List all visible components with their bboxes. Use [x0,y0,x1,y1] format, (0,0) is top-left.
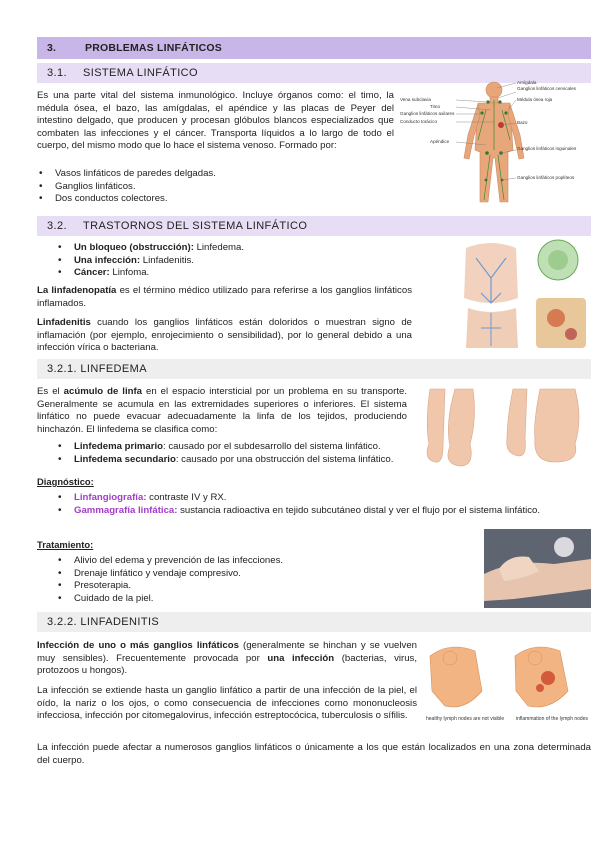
figure-label: Conducto torácico [400,119,438,124]
list-item: • Una infección: Linfadenitis. [56,255,376,268]
lymph-disorders-figure [446,238,591,356]
lymphedema-types-list [56,441,446,466]
list-item: • Linfedema secundario: causado por una obstrucción del sistema linfático. [56,454,446,467]
lymphatic-drainage-photo [484,529,591,608]
figure-caption: healthy lymph nodes are not visible [426,716,505,722]
list-item: • Ganglios linfáticos. [37,181,377,194]
section-number: 3.1. [47,67,67,79]
treatment-list [56,555,436,605]
lymphadenitis-scope: La infección puede afectar a numerosos ganglios linfáticos o únicamente a los que están localizados en una zona determinada del cuerpo. [37,742,591,766]
section-header-3 [37,37,591,59]
list-item: • Linfedema primario: causado por el subdesarrollo del sistema linfático. [56,441,446,454]
lymph-system-paragraph: Es una parte vital del sistema inmunológico. Incluye órganos como: el timo, la médula ósea, el bazo, las amígdalas, el apéndice y las placas de Peyer del intestino delgado, que producen y procesan glóbulos blancos especializados que combaten las infecciones y el cáncer. Transporta líquidos a lo largo de todo el cuerpo, del mismo modo que lo hace el sistema venoso. Formado por: [37,90,394,151]
lymph-system-list [37,168,377,206]
section-title: 3.2.2. LINFADENITIS [47,616,160,628]
list-item: • Linfangiografía: contraste IV y RX. [56,492,592,505]
lymphedema-paragraph: Es el acúmulo de linfa en el espacio intersticial por un problema en su transporte. Generalmente se acumula en las extremidades superiores o inferiores. El sistema linfático no puede evacuar adecuadamente la linfa de los tejidos, produciendo hinchazón. El linfedema se clasifica como: [37,386,407,435]
section-header-3-2-1 [37,359,591,379]
section-header-3-2-2 [37,612,591,632]
section-title: TRASTORNOS DEL SISTEMA LINFÁTICO [83,220,308,232]
figure-label: Ganglios linfáticos poplíteos [517,175,575,180]
disorders-list [56,242,376,280]
list-item: • Drenaje linfático y vendaje compresivo. [56,568,436,581]
list-item: • Presoterapia. [56,580,436,593]
figure-label: Timo [430,104,441,109]
list-item: • Un bloqueo (obstrucción): Linfedema. [56,242,376,255]
list-item: • Alivio del edema y prevención de las infecciones. [56,555,436,568]
figure-label: Médula ósea roja [517,97,553,102]
section-number: 3.2. [47,220,67,232]
lymphedema-limbs-figure [415,384,591,474]
treatment-heading: Tratamiento: [37,539,94,550]
section-title: SISTEMA LINFÁTICO [83,67,198,79]
figure-label: Bazo [517,120,528,125]
list-item: • Vasos linfáticos de paredes delgadas. [37,168,377,181]
diagnosis-heading: Diagnóstico: [37,476,94,487]
list-item: • Cuidado de la piel. [56,593,436,606]
diagnosis-list [56,492,592,517]
list-item: • Cáncer: Linfoma. [56,267,376,280]
neck-lymph-nodes-figure [420,636,591,730]
list-item: • Dos conductos colectores. [37,193,377,206]
lymphatic-system-figure [398,80,591,212]
figure-label: Ganglios linfáticos axilares [400,111,455,116]
figure-label: Vena subclavia [400,97,431,102]
lymphadenitis-spread: La infección se extiende hasta un ganglio linfático a partir de una infección de la piel, el oído, la nariz o los ojos, o como consecuencia de infecciones como mononucleosis infecciosa, infección por citomegalovirus, infección estreptocócica, tuberculosis o sífilis. [37,685,417,721]
figure-label: Amígdala [517,80,537,85]
figure-label: Ganglios linfáticos cervicales [517,86,576,91]
section-title: PROBLEMAS LINFÁTICOS [85,42,222,54]
list-item: • Gammagrafía linfática: sustancia radioactiva en tejido subcutáneo distal y ver el flujo por el sistema linfático. [56,505,592,518]
section-number: 3. [47,42,57,54]
lymphadenitis-intro: Infección de uno o más ganglios linfáticos (generalmente se hinchan y se vuelven muy sensibles). Frecuentemente provocada por una infección (bacterias, virus, protozoos u hongos). [37,640,417,676]
figure-caption: inflammation of the lymph nodes [516,716,588,722]
section-title: 3.2.1. LINFEDEMA [47,363,147,375]
section-header-3-2 [37,216,591,236]
lymphadenitis-paragraph: Linfadenitis cuando los ganglios linfáticos están doloridos o muestran signo de inflamación (por ejemplo, enrojecimiento o sensibilidad), por lo general debido a una infección vírica o bacteriana. [37,317,412,353]
figure-label: Apéndice [430,139,450,144]
figure-label: Ganglios linfáticos inguinales [517,146,577,151]
lymphadenopathy-paragraph: La linfadenopatía es el término médico utilizado para referirse a los ganglios linfáticos inflamados. [37,285,412,309]
